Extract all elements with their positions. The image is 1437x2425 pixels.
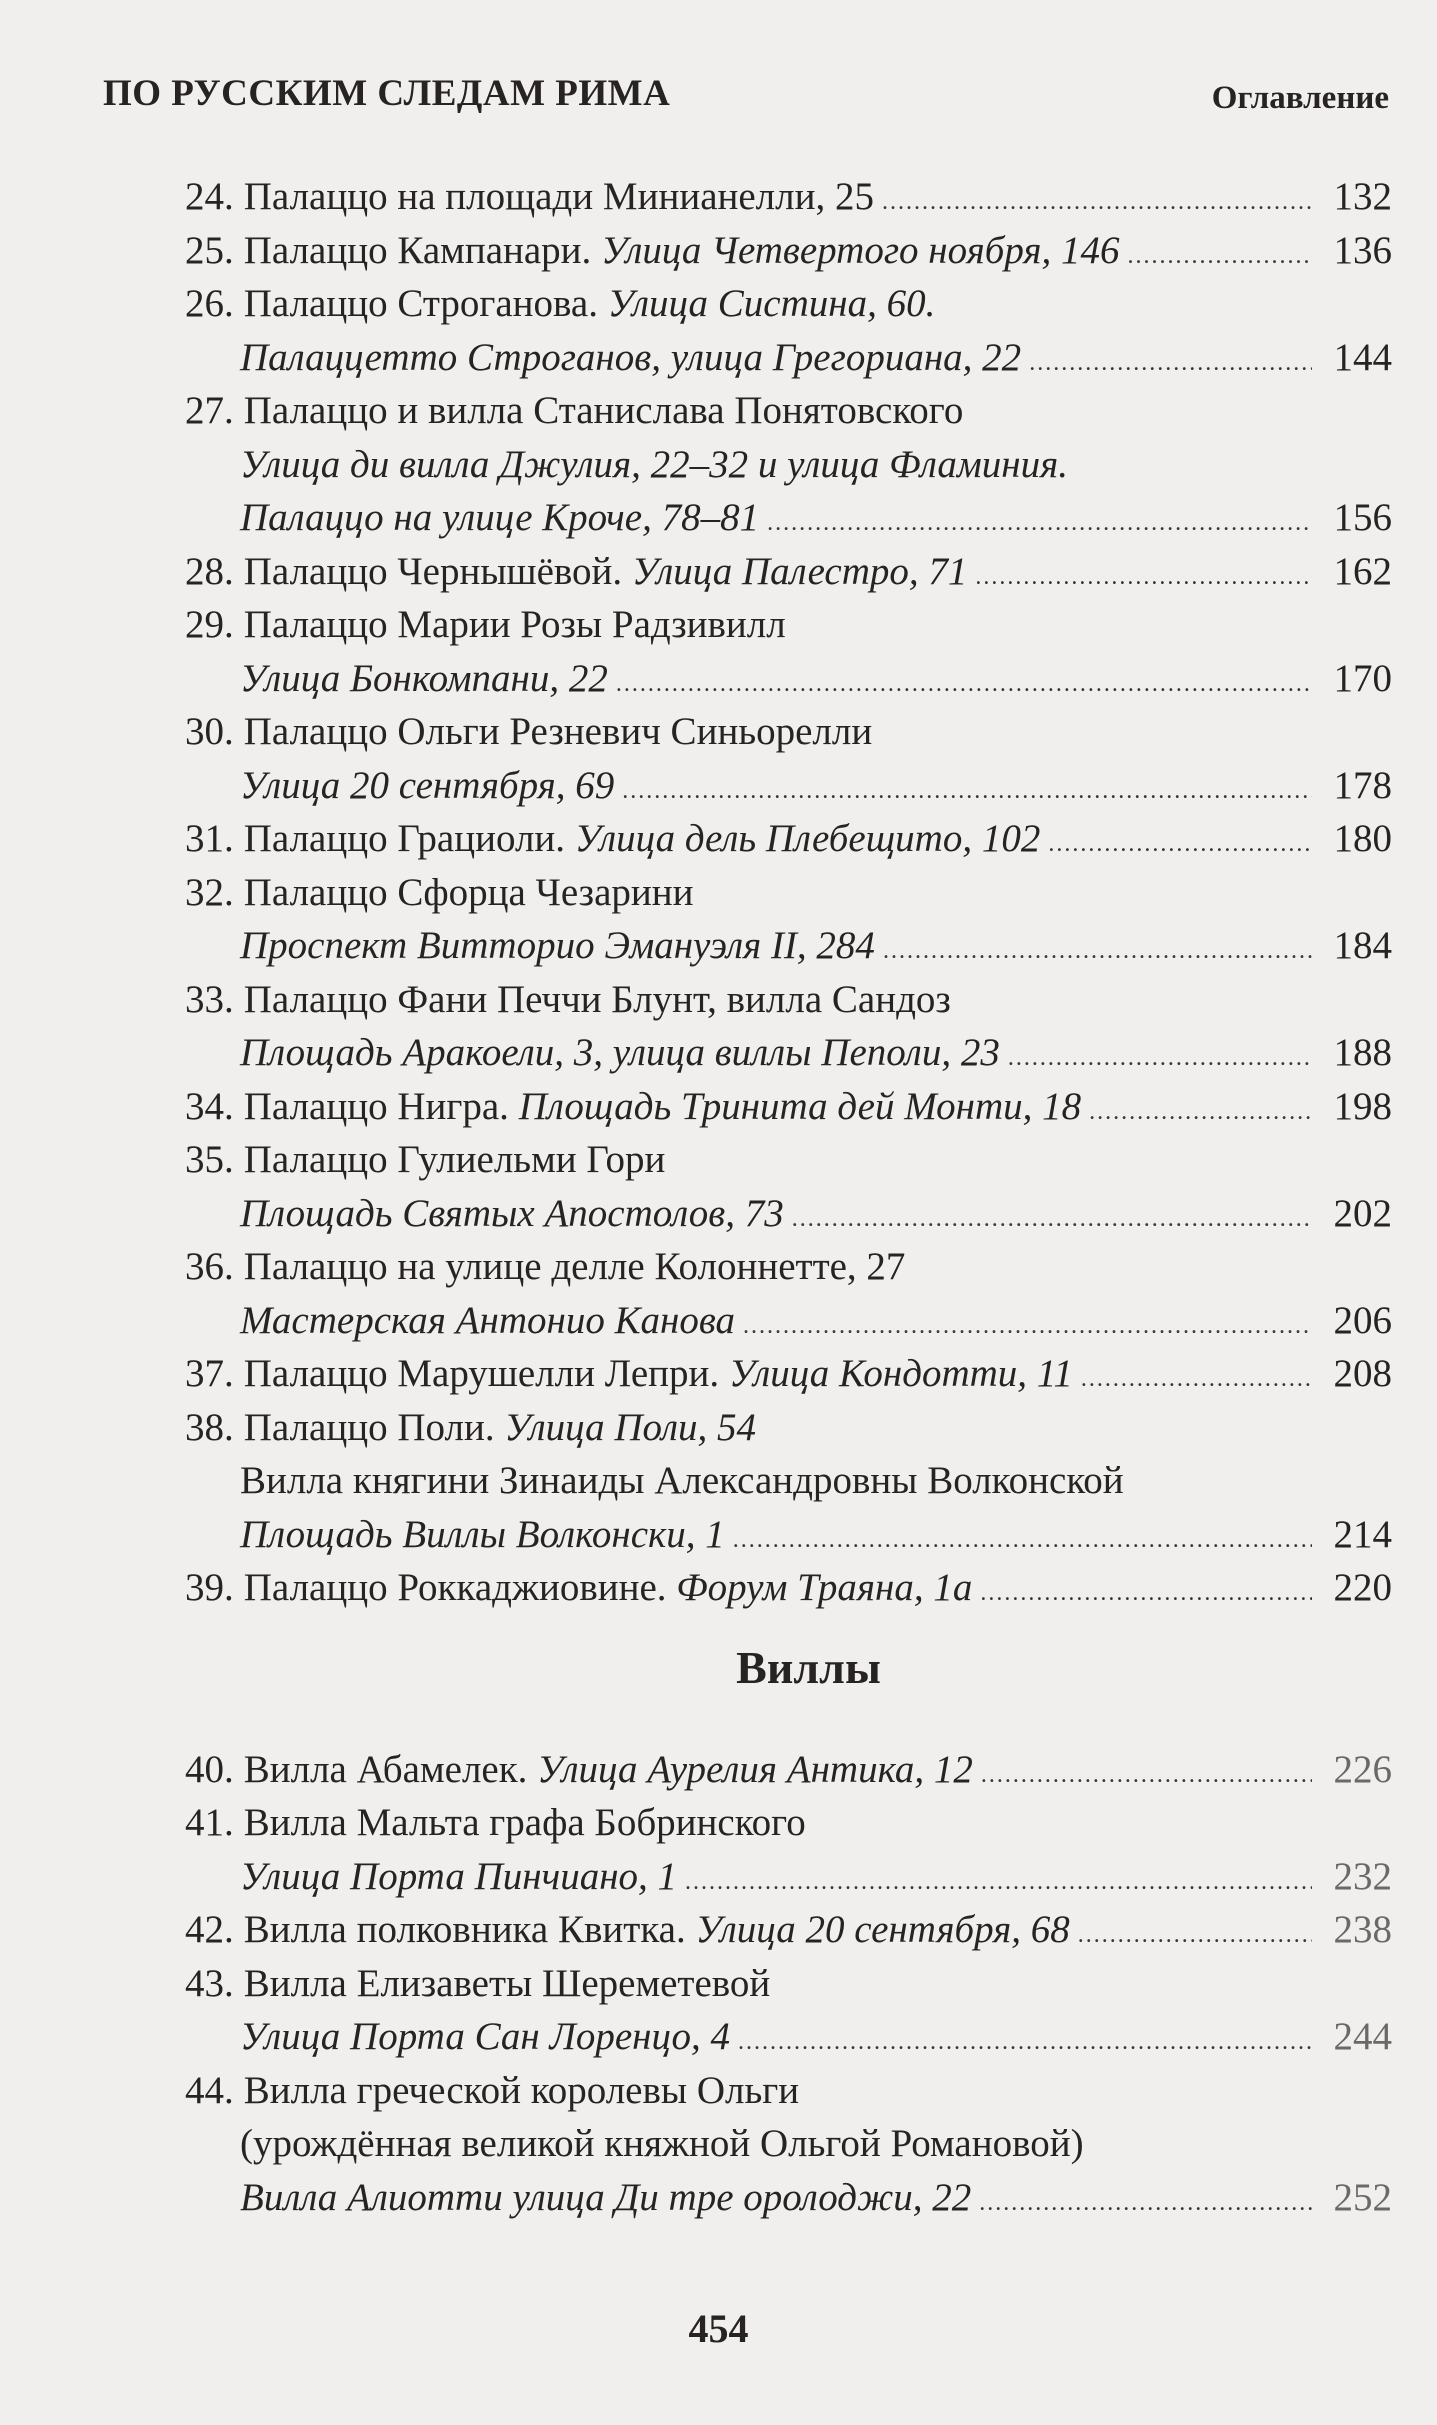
entry-address: Улица 20 сентября, 69 (240, 763, 615, 807)
toc-line (185, 384, 1392, 438)
entry-address: Улица 20 сентября, 68 (695, 1908, 1070, 1951)
dot-leader (738, 2010, 1312, 2070)
running-header-title: ПО РУССКИМ СЛЕДАМ РИМА (103, 73, 671, 114)
dot-leader (792, 1187, 1312, 1247)
entry-number: 40. (185, 1747, 234, 1791)
dot-leader (981, 1743, 1312, 1803)
toc-line (185, 1903, 1392, 1957)
toc-line (185, 973, 1392, 1027)
entry-address: Улица Кондотти, 11 (728, 1352, 1073, 1395)
entry-number: 38. (185, 1405, 234, 1449)
toc-line (185, 1133, 1392, 1187)
section-heading-villas: Виллы (736, 1641, 881, 1693)
entry-page-number: 170 (1333, 656, 1392, 700)
toc-line (185, 1187, 1392, 1241)
entry-number: 26. (185, 282, 234, 325)
entry-number: 44. (185, 2068, 234, 2112)
entry-number: 34. (185, 1084, 234, 1128)
entry-page-number: 226 (1333, 1747, 1392, 1791)
entry-title: Вилла греческой королевы Ольги (243, 2068, 800, 2112)
entry-number: 39. (185, 1566, 234, 1609)
toc-line (185, 705, 1392, 759)
running-header-section: Оглавление (1211, 80, 1389, 116)
dot-leader (975, 545, 1312, 605)
entry-number: 35. (185, 1138, 234, 1181)
entry-title: Палаццо Сфорца Чезарини (243, 870, 694, 914)
entry-address: Форум Траяна, 1а (676, 1566, 973, 1609)
entry-number: 30. (185, 710, 234, 753)
entry-address: Улица Порта Сан Лоренцо, 4 (240, 2015, 730, 2058)
entry-address: Улица Систина, 60. (607, 282, 936, 325)
entry-address: Улица дель Плебещито, 102 (574, 817, 1041, 860)
dot-leader (1078, 1903, 1312, 1963)
entry-address: Улица Палестро, 71 (631, 549, 968, 593)
palazzo-entries (185, 170, 1392, 1615)
entry-page-number: 206 (1333, 1298, 1392, 1342)
entry-address: Площадь Святых Апостолов, 73 (240, 1191, 784, 1235)
entry-number: 29. (185, 603, 234, 646)
dot-leader (622, 759, 1312, 819)
dot-leader (1008, 1026, 1312, 1086)
entry-number: 41. (185, 1801, 234, 1844)
toc-line (185, 1957, 1392, 2011)
entry-title: Палаццо Нигра. (243, 1084, 509, 1128)
entry-page-number: 232 (1333, 1854, 1392, 1898)
entry-title: Палаццо Ольги Резневич Синьорелли (243, 710, 873, 753)
entry-number: 36. (185, 1245, 234, 1288)
entry-address: Улица Порта Пинчиано, 1 (240, 1854, 678, 1898)
entry-page-number: 178 (1333, 763, 1392, 807)
entry-page-number: 244 (1333, 2015, 1392, 2058)
toc-line (185, 1508, 1392, 1562)
dot-leader (743, 1294, 1312, 1354)
entry-page-number: 184 (1333, 924, 1392, 967)
entry-title: Палаццо Поли. (243, 1405, 495, 1449)
toc-line (185, 491, 1392, 545)
dot-leader (767, 491, 1312, 551)
dot-leader (616, 652, 1312, 712)
entry-title: Вилла полковника Квитка. (243, 1908, 686, 1951)
dot-leader (979, 2171, 1312, 2231)
toc-line (185, 2064, 1392, 2118)
villa-entries (185, 1743, 1392, 2225)
entry-address: Улица Поли, 54 (504, 1405, 757, 1449)
entry-number: 24. (185, 175, 234, 218)
entry-page-number: 252 (1333, 2175, 1392, 2219)
entry-title: Палаццо Грациоли. (243, 817, 566, 860)
dot-leader (733, 1508, 1312, 1568)
entry-address: Палаццо на улице Кроче, 78–81 (240, 496, 760, 539)
toc-line (185, 598, 1392, 652)
toc-line (185, 652, 1392, 706)
entry-number: 33. (185, 977, 234, 1021)
toc-line (185, 1240, 1392, 1294)
toc-line (185, 2010, 1392, 2064)
entry-title: Палаццо Фани Печчи Блунт, вилла Сандоз (243, 977, 951, 1021)
entry-address: Площадь Аракоели, 3, улица виллы Пеполи, 23 (240, 1031, 1000, 1074)
entry-page-number: 180 (1333, 817, 1392, 860)
page-number: 454 (688, 2306, 749, 2351)
entry-number: 31. (185, 817, 234, 860)
toc-line (185, 1796, 1392, 1850)
entry-page-number: 198 (1333, 1084, 1392, 1128)
toc-line (185, 331, 1392, 385)
dot-leader (882, 170, 1312, 230)
toc-line (185, 224, 1392, 278)
entry-title: Вилла Елизаветы Шереметевой (243, 1961, 771, 2005)
entry-title: Вилла княгини Зинаиды Александровны Волконской (240, 1459, 1124, 1502)
dot-leader (980, 1561, 1312, 1621)
entry-address: Площадь Виллы Волконски, 1 (240, 1512, 725, 1556)
entry-page-number: 188 (1333, 1031, 1392, 1074)
toc-line (185, 2117, 1392, 2171)
toc-line (185, 438, 1392, 492)
entry-address: Проспект Витторио Эмануэля II, 284 (240, 924, 875, 967)
entry-page-number: 144 (1333, 335, 1392, 379)
dot-leader (1089, 1080, 1312, 1140)
toc-line (185, 1454, 1392, 1508)
entry-address: Мастерская Антонио Канова (240, 1298, 736, 1342)
toc-line (185, 1294, 1392, 1348)
entry-number: 43. (185, 1961, 234, 2005)
entry-page-number: 220 (1333, 1566, 1392, 1609)
section-gap (185, 1721, 1392, 1743)
table-of-contents (185, 170, 1392, 2224)
entry-address: Улица Четвертого ноября, 146 (601, 228, 1120, 272)
entry-address: Улица ди вилла Джулия, 22–32 и улица Фламиния. (240, 442, 1069, 486)
entry-address: Улица Аурелия Антика, 12 (537, 1747, 973, 1791)
entry-title: Палаццо Строганова. (243, 282, 598, 325)
dot-leader (1081, 1347, 1312, 1407)
entry-page-number: 132 (1333, 175, 1392, 218)
dot-leader (883, 919, 1312, 979)
entry-address: Площадь Тринита дей Монти, 18 (518, 1084, 1082, 1128)
entry-title: Палаццо Роккаджиовине. (243, 1566, 667, 1609)
dot-leader (1127, 224, 1312, 284)
entry-title: Палаццо Марии Розы Радзивилл (243, 603, 786, 646)
entry-title: Палаццо Чернышёвой. (243, 549, 623, 593)
toc-line (185, 170, 1392, 224)
entry-page-number: 156 (1333, 496, 1392, 539)
entry-title: (урождённая великой княжной Ольгой Романовой) (240, 2122, 1084, 2165)
entry-page-number: 162 (1333, 549, 1392, 593)
toc-line (185, 812, 1392, 866)
entry-number: 25. (185, 228, 234, 272)
entry-title: Вилла Абамелек. (243, 1747, 528, 1791)
toc-line (185, 1561, 1392, 1615)
entry-title: Палаццо и вилла Станислава Понятовского (243, 389, 964, 432)
entry-number: 32. (185, 870, 234, 914)
entry-number: 37. (185, 1352, 234, 1395)
entry-page-number: 238 (1333, 1908, 1392, 1951)
toc-line (185, 1080, 1392, 1134)
toc-line (185, 1401, 1392, 1455)
entry-number: 28. (185, 549, 234, 593)
toc-line (185, 1026, 1392, 1080)
entry-page-number: 136 (1333, 228, 1392, 272)
toc-line (185, 866, 1392, 920)
toc-line (185, 1850, 1392, 1904)
toc-line (185, 277, 1392, 331)
dot-leader (1029, 331, 1312, 391)
entry-title: Палаццо Марушелли Лепри. (243, 1352, 720, 1395)
toc-line (185, 545, 1392, 599)
toc-line (185, 919, 1392, 973)
entry-address: Вилла Алиотти улица Ди тре оролоджи, 22 (240, 2175, 972, 2219)
entry-page-number: 202 (1333, 1191, 1392, 1235)
toc-line (185, 1347, 1392, 1401)
entry-page-number: 214 (1333, 1512, 1392, 1556)
dot-leader (685, 1850, 1312, 1910)
dot-leader (1048, 812, 1312, 872)
entry-number: 27. (185, 389, 234, 432)
entry-address: Палаццетто Строганов, улица Грегориана, 22 (240, 335, 1022, 379)
entry-title: Палаццо Кампанари. (243, 228, 592, 272)
entry-number: 42. (185, 1908, 234, 1951)
entry-title: Вилла Мальта графа Бобринского (243, 1801, 806, 1844)
toc-line (185, 759, 1392, 813)
entry-page-number: 208 (1333, 1352, 1392, 1395)
entry-title: Палаццо Гулиельми Гори (243, 1138, 666, 1181)
entry-title: Палаццо на улице делле Колоннетте, 27 (243, 1245, 906, 1288)
entry-address: Улица Бонкомпани, 22 (240, 656, 608, 700)
entry-title: Палаццо на площади Минианелли, 25 (243, 175, 874, 218)
toc-line (185, 1743, 1392, 1797)
toc-line (185, 2171, 1392, 2225)
